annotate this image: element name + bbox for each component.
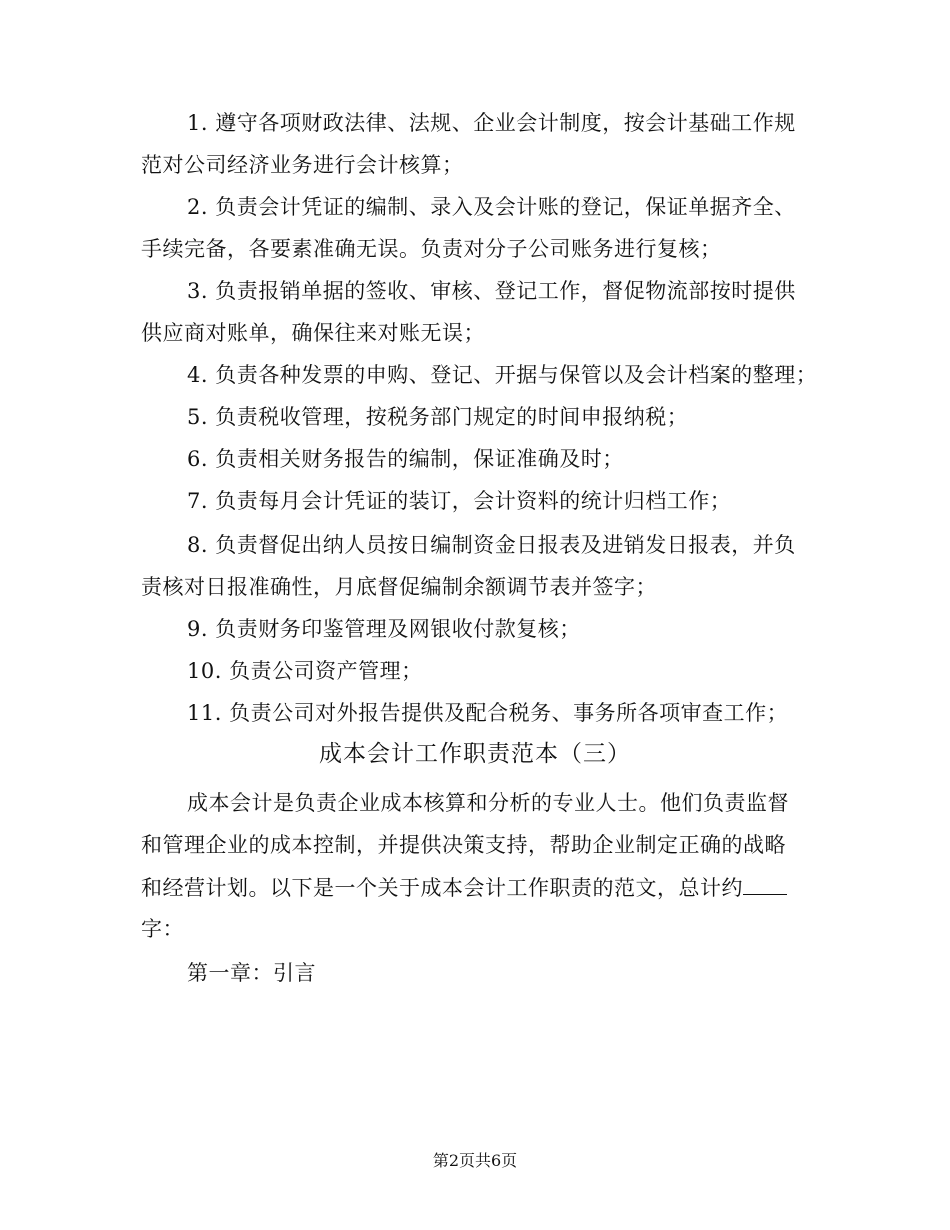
chapter-heading: 第一章：引言 xyxy=(187,961,316,985)
duty-3-line-2: 供应商对账单，确保往来对账无误； xyxy=(141,321,485,345)
intro-line-2: 和管理企业的成本控制，并提供决策支持，帮助企业制定正确的战略 xyxy=(141,833,786,857)
word-count-blank xyxy=(743,872,787,895)
page-number-footer: 第2页共6页 xyxy=(432,1151,518,1170)
intro-line-1: 成本会计是负责企业成本核算和分析的专业人士。他们负责监督 xyxy=(187,791,789,815)
duty-2-line-2: 手续完备，各要素准确无误。负责对分子公司账务进行复核； xyxy=(141,237,722,261)
duty-2-line-1: 2. 负责会计凭证的编制、录入及会计账的登记，保证单据齐全、 xyxy=(187,195,796,219)
duty-1-line-2: 范对公司经济业务进行会计核算； xyxy=(141,153,464,177)
intro-line-3-wrapper xyxy=(141,872,787,903)
duty-6: 6. 负责相关财务报告的编制，保证准确及时； xyxy=(187,447,624,471)
duty-7: 7. 负责每月会计凭证的装订，会计资料的统计归档工作； xyxy=(187,489,732,513)
duty-3-line-1: 3. 负责报销单据的签收、审核、登记工作，督促物流部按时提供 xyxy=(187,279,796,303)
duty-8-line-2: 责核对日报准确性，月底督促编制余额调节表并签字； xyxy=(141,575,657,599)
section-title: 成本会计工作职责范本（三） xyxy=(319,741,631,767)
duty-10: 10. 负责公司资产管理； xyxy=(187,659,423,683)
intro-line-4: 字： xyxy=(141,917,184,941)
duty-4: 4. 负责各种发票的申购、登记、开据与保管以及会计档案的整理； xyxy=(187,363,818,387)
duty-11: 11. 负责公司对外报告提供及配合税务、事务所各项审查工作； xyxy=(187,701,789,725)
duty-1-line-1: 1. 遵守各项财政法律、法规、企业会计制度，按会计基础工作规 xyxy=(187,111,796,135)
duty-8-line-1: 8. 负责督促出纳人员按日编制资金日报表及进销发日报表，并负 xyxy=(187,533,796,557)
intro-line-3: 和经营计划。以下是一个关于成本会计工作职责的范文，总计约 xyxy=(141,876,743,900)
duty-5: 5. 负责税收管理，按税务部门规定的时间申报纳税； xyxy=(187,405,689,429)
duty-9: 9. 负责财务印鉴管理及网银收付款复核； xyxy=(187,617,581,641)
